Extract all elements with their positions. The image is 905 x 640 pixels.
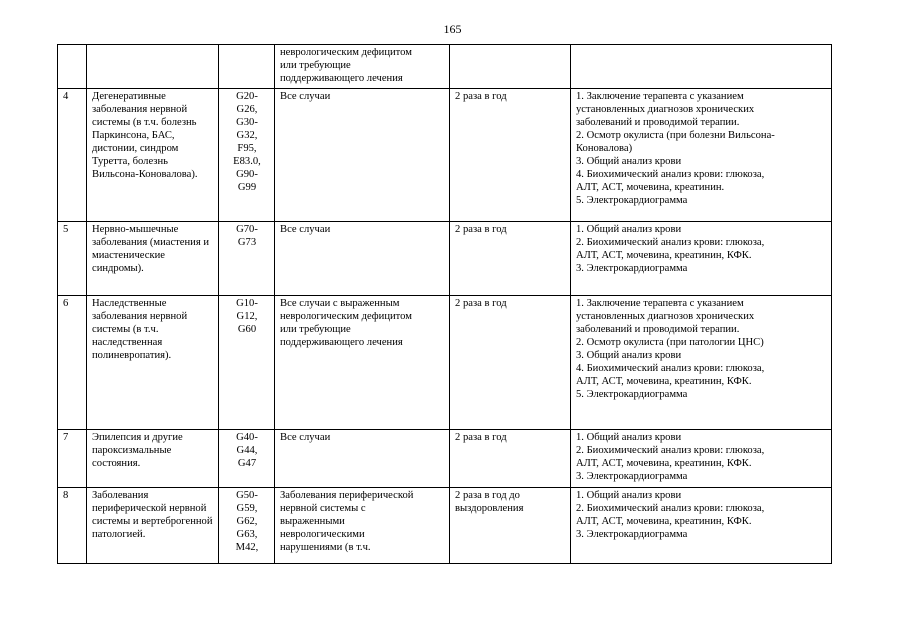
requirement-line: АЛТ, АСТ, мочевина, креатинин, КФК. (576, 516, 752, 527)
requirement-line: АЛТ, АСТ, мочевина, креатинин, КФК. (576, 376, 752, 387)
requirement-line: 3. Общий анализ крови (576, 350, 682, 361)
icd-code-cell (219, 222, 275, 296)
icd-code: G20- (236, 91, 258, 102)
patient-category-line: поддерживающего лечения (280, 73, 403, 84)
icd-code: E83.0, (233, 156, 261, 167)
requirement-line: 2. Осмотр окулиста (при патологии ЦНС) (576, 337, 764, 348)
patient-category-line: Все случаи (280, 432, 331, 443)
requirement-line: АЛТ, АСТ, мочевина, креатинин. (576, 182, 725, 193)
requirement-line: 1. Заключение терапевта с указанием (576, 91, 744, 102)
frequency-cell (450, 45, 571, 89)
patient-category-line: поддерживающего лечения (280, 337, 403, 348)
frequency-cell (450, 296, 571, 430)
patient-category-line: Заболевания периферической (280, 490, 414, 501)
icd-code: G70- (236, 224, 258, 235)
frequency: 2 раза в год (455, 91, 507, 102)
patient-category-line: нервной системы с (280, 503, 366, 514)
patient-category-line: выраженными (280, 516, 345, 527)
requirement-line: заболеваний и проводимой терапии. (576, 324, 740, 335)
patient-category-line: неврологическим дефицитом (280, 311, 412, 322)
requirement-line: 2. Осмотр окулиста (при болезни Вильсона- (576, 130, 775, 141)
requirement-line: 3. Электрокардиограмма (576, 471, 688, 482)
icd-code: G99 (237, 182, 257, 193)
requirements-cell (571, 296, 832, 430)
frequency-cell (450, 222, 571, 296)
icd-code-cell (219, 89, 275, 222)
requirements-cell (571, 222, 832, 296)
requirement-line: 1. Общий анализ крови (576, 224, 682, 235)
icd-code: G30- (236, 117, 258, 128)
requirement-line: 2. Биохимический анализ крови: глюкоза, (576, 445, 765, 456)
patient-category-line: Все случаи (280, 91, 331, 102)
table-row (58, 430, 832, 488)
icd-code: G62, (236, 516, 258, 527)
icd-code: G44, (236, 445, 258, 456)
icd-code: F95, (237, 143, 257, 154)
icd-code-cell (219, 430, 275, 488)
patient-category-line: неврологическим дефицитом (280, 47, 412, 58)
table-row (58, 222, 832, 296)
icd-code: M42, (235, 542, 259, 553)
requirement-line: 3. Электрокардиограмма (576, 263, 688, 274)
row-number-cell (58, 222, 87, 296)
patient-category-line: или требующие (280, 60, 351, 71)
frequency-cell (450, 89, 571, 222)
icd-code: G60 (237, 324, 257, 335)
patient-category-cell (275, 222, 450, 296)
requirement-line: 1. Общий анализ крови (576, 432, 682, 443)
row-number: 4 (63, 91, 69, 102)
patient-category-cell (275, 89, 450, 222)
requirement-line: 1. Общий анализ крови (576, 490, 682, 501)
icd-code-cell (219, 296, 275, 430)
icd-code: G59, (236, 503, 258, 514)
icd-code: G63, (236, 529, 258, 540)
requirement-line: 4. Биохимический анализ крови: глюкоза, (576, 363, 765, 374)
icd-code: G73 (237, 237, 257, 248)
frequency-cell (450, 430, 571, 488)
icd-code: G12, (236, 311, 258, 322)
requirement-line: 1. Заключение терапевта с указанием (576, 298, 744, 309)
requirement-line: 3. Электрокардиограмма (576, 529, 688, 540)
table-row (58, 296, 832, 430)
patient-category-line: нарушениями (в т.ч. (280, 542, 371, 553)
row-number: 5 (63, 224, 69, 235)
disease-cell (87, 430, 219, 488)
icd-code-cell (219, 45, 275, 89)
frequency-cell (450, 488, 571, 564)
icd-code: G47 (237, 458, 257, 469)
requirements-cell (571, 488, 832, 564)
patient-category-line: неврологическими (280, 529, 365, 540)
page-number: 165 (443, 22, 462, 36)
table-row (58, 488, 832, 564)
requirement-line: 5. Электрокардиограмма (576, 195, 688, 206)
table-row (58, 45, 832, 89)
disease-cell (87, 488, 219, 564)
requirement-line: установленных диагнозов хронических (576, 311, 755, 322)
icd-code: G90- (236, 169, 258, 180)
requirements-cell (571, 89, 832, 222)
requirement-line: 3. Общий анализ крови (576, 156, 682, 167)
disease-cell (87, 222, 219, 296)
disease-cell (87, 296, 219, 430)
disease-name: Дегенеративные заболевания нервной системы (в т.ч. болезнь Паркинсона, БАС, дистонии, синдром Туретта, болезнь Вильсона-Коновалова). (92, 91, 198, 180)
row-number: 8 (63, 490, 69, 501)
icd-code: G40- (236, 432, 258, 443)
patient-category-cell (275, 45, 450, 89)
patient-category-line: Все случаи с выраженным (280, 298, 400, 309)
treatment-table (57, 44, 832, 564)
disease-cell (87, 89, 219, 222)
frequency: 2 раза в год до выздоровления (455, 490, 524, 514)
requirement-line: Коновалова) (576, 143, 633, 154)
patient-category-cell (275, 488, 450, 564)
patient-category-cell (275, 296, 450, 430)
requirement-line: АЛТ, АСТ, мочевина, креатинин, КФК. (576, 458, 752, 469)
icd-code: G32, (236, 130, 258, 141)
requirement-line: АЛТ, АСТ, мочевина, креатинин, КФК. (576, 250, 752, 261)
disease-name: Эпилепсия и другие пароксизмальные состояния. (92, 432, 183, 469)
table-row (58, 89, 832, 222)
icd-code: G26, (236, 104, 258, 115)
requirement-line: 4. Биохимический анализ крови: глюкоза, (576, 169, 765, 180)
row-number: 7 (63, 432, 69, 443)
requirement-line: 5. Электрокардиограмма (576, 389, 688, 400)
patient-category-cell (275, 430, 450, 488)
disease-name: Нервно-мышечные заболевания (миастения и миастенические синдромы). (92, 224, 210, 274)
icd-code: G10- (236, 298, 258, 309)
disease-name: Заболевания периферической нервной системы и вертеброгенной патологией. (92, 490, 213, 540)
requirement-line: 2. Биохимический анализ крови: глюкоза, (576, 237, 765, 248)
requirement-line: заболеваний и проводимой терапии. (576, 117, 740, 128)
icd-code-cell (219, 488, 275, 564)
row-number-cell (58, 488, 87, 564)
row-number-cell (58, 430, 87, 488)
icd-code: G50- (236, 490, 258, 501)
patient-category-line: или требующие (280, 324, 351, 335)
disease-cell (87, 45, 219, 89)
requirements-cell (571, 45, 832, 89)
row-number-cell (58, 296, 87, 430)
row-number: 6 (63, 298, 69, 309)
row-number-cell (58, 45, 87, 89)
requirement-line: установленных диагнозов хронических (576, 104, 755, 115)
frequency: 2 раза в год (455, 432, 507, 443)
patient-category-line: Все случаи (280, 224, 331, 235)
requirements-cell (571, 430, 832, 488)
disease-name: Наследственные заболевания нервной системы (в т.ч. наследственная полиневропатия). (92, 298, 188, 361)
frequency: 2 раза в год (455, 224, 507, 235)
frequency: 2 раза в год (455, 298, 507, 309)
requirement-line: 2. Биохимический анализ крови: глюкоза, (576, 503, 765, 514)
row-number-cell (58, 89, 87, 222)
